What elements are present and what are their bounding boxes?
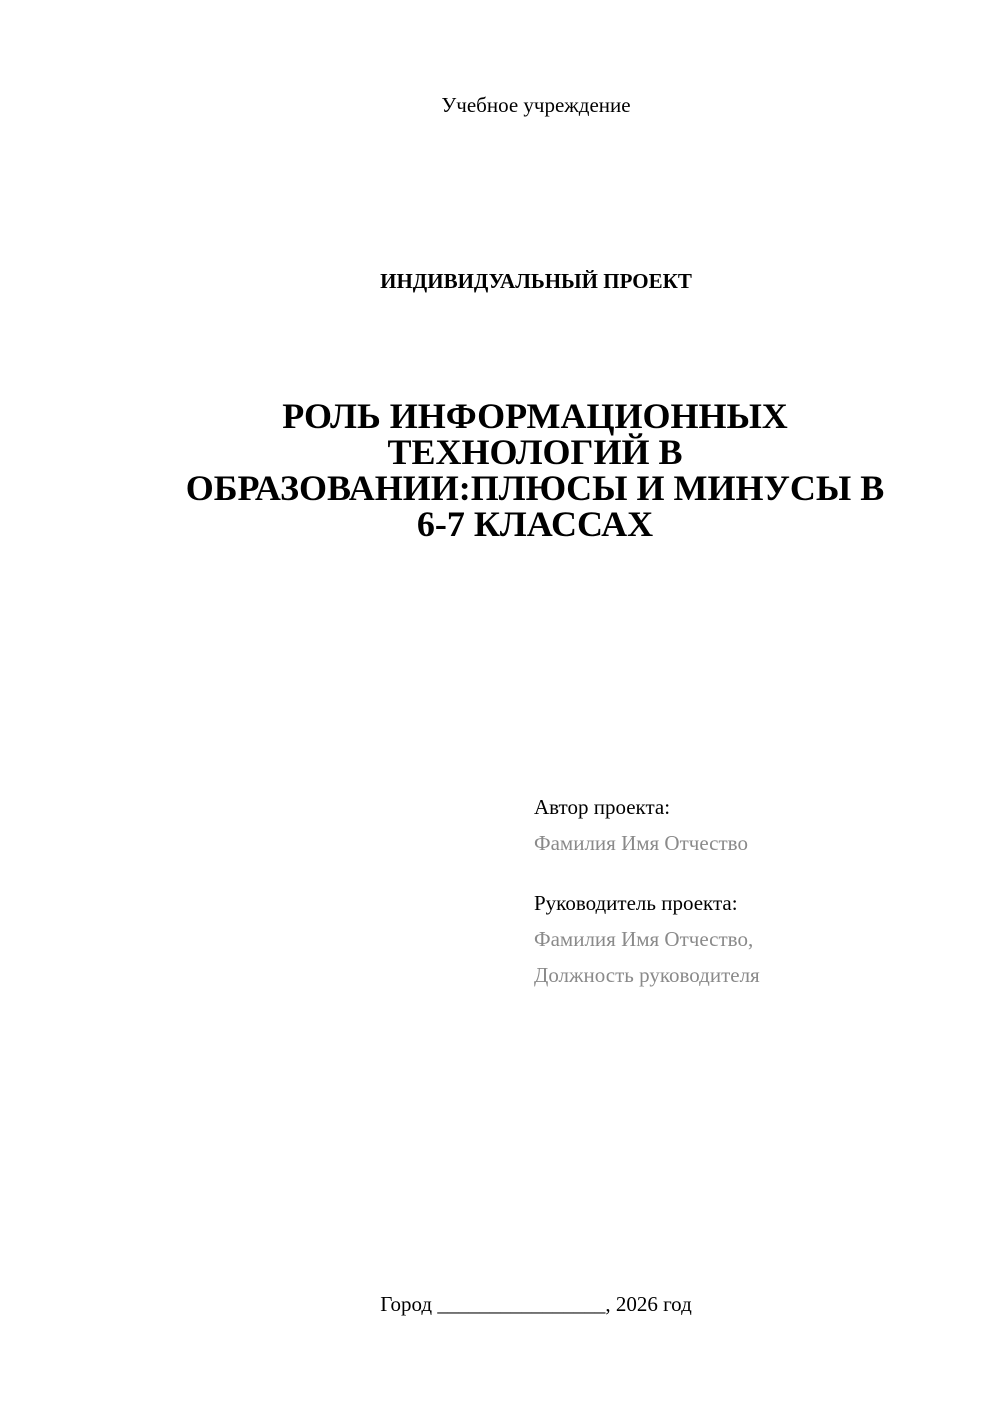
author-name-placeholder: Фамилия Имя Отчество [534,831,748,855]
institution-name: Учебное учреждение [441,93,631,117]
project-title-line: ОБРАЗОВАНИИ:ПЛЮСЫ И МИНУСЫ В [185,468,885,508]
document-type-heading: ИНДИВИДУАЛЬНЫЙ ПРОЕКТ [380,269,692,293]
project-title-line: 6-7 КЛАССАХ [416,504,654,544]
project-title [150,398,920,542]
project-title-line: РОЛЬ ИНФОРМАЦИОННЫХ [282,396,788,436]
supervisor-label: Руководитель проекта: [534,891,738,915]
city-year-line: Город ________________, 2026 год [380,1292,692,1316]
project-title-line: ТЕХНОЛОГИЙ В [387,432,683,472]
supervisor-name-placeholder: Фамилия Имя Отчество, [534,927,754,951]
author-label: Автор проекта: [534,795,671,819]
credits-block [534,789,974,993]
credits-spacer [534,861,974,885]
supervisor-position-placeholder: Должность руководителя [534,963,760,987]
